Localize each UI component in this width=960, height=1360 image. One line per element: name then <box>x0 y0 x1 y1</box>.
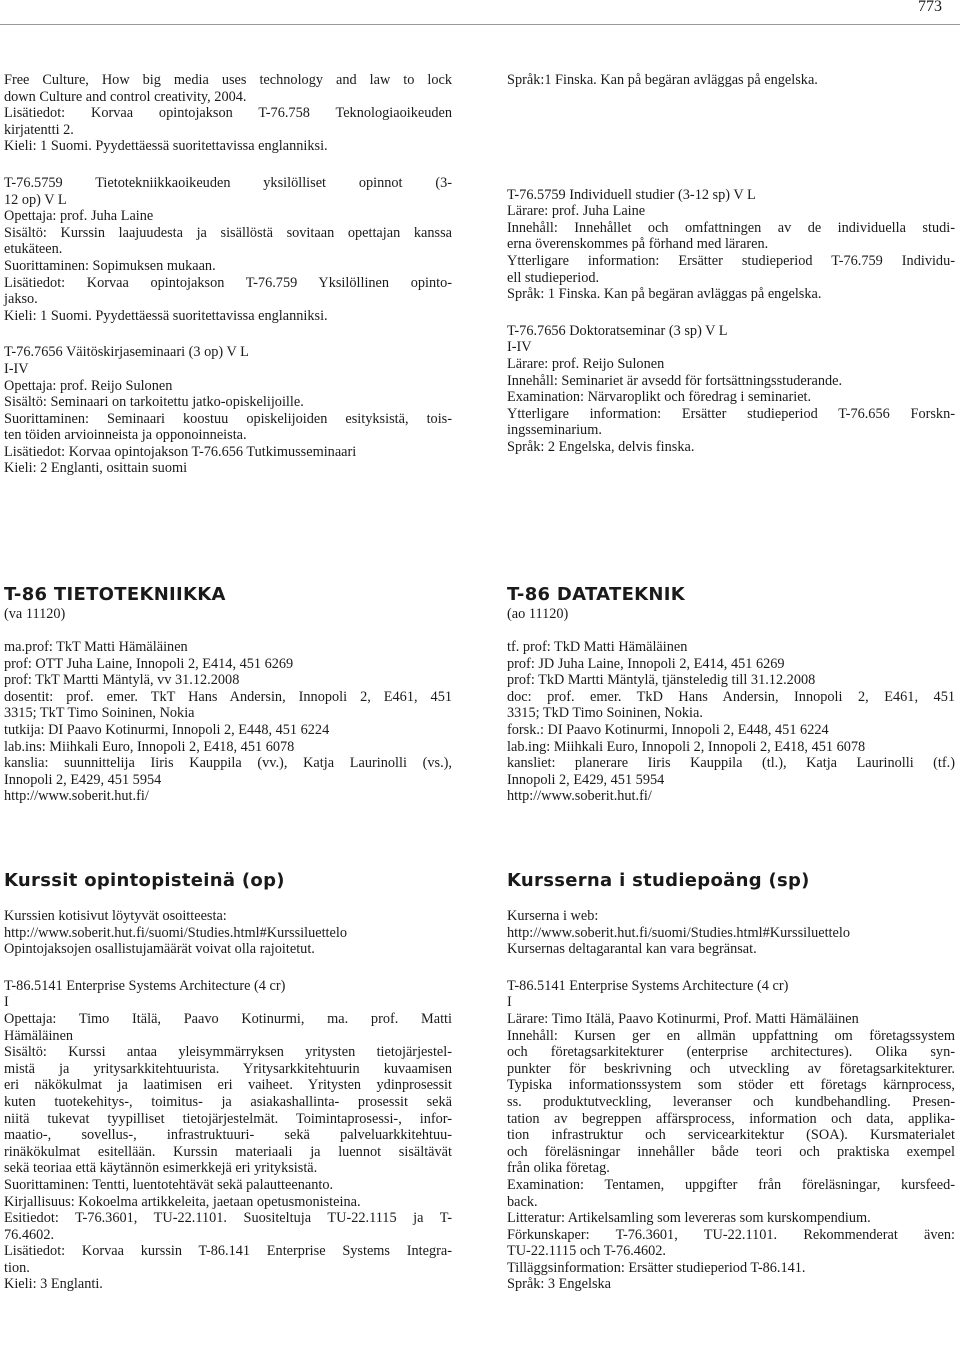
text-line: http://www.soberit.hut.fi/suomi/Studies.html#Kurssiluettelo <box>4 924 347 941</box>
course-t86-5141-sv <box>507 978 955 1293</box>
text-line: http://www.soberit.hut.fi/ <box>507 788 652 805</box>
text-line: I-IV <box>507 339 532 356</box>
page-number: 773 <box>918 0 942 15</box>
text-line: ten töiden arvioinneista ja opponoinneista. <box>4 427 247 444</box>
department-heading-sv: T-86 DATATEKNIK <box>507 584 686 605</box>
text-line: maatio-, sovellus-, infrastruktuuri- sekä palveluarkkitehtuu- <box>4 1127 452 1144</box>
text-line: Opettaja: prof. Reijo Sulonen <box>4 377 173 394</box>
text-line: Kirjallisuus: Kokoelma artikkeleita, jaetaan opetusmonisteina. <box>4 1193 361 1210</box>
text-line: Språk: 2 Engelska, delvis finska. <box>507 438 695 455</box>
text-line: back. <box>507 1193 538 1210</box>
text-line: Lisätiedot: Korvaa opintojakson T-76.758 Teknologiaoikeuden <box>4 105 452 122</box>
text-line: Kieli: 3 Englanti. <box>4 1276 103 1293</box>
course-t76-7656-sv <box>507 323 955 456</box>
text-line: http://www.soberit.hut.fi/suomi/Studies.html#Kurssiluettelo <box>507 924 850 941</box>
text-line: Lisätiedot: Korvaa opintojakson T-76.656 Tutkimusseminaari <box>4 443 357 460</box>
courses-heading-fi: Kurssit opintopisteinä (op) <box>4 870 285 891</box>
department-code-fi: (va 11120) <box>4 606 66 622</box>
text-line: http://www.soberit.hut.fi/ <box>4 788 149 805</box>
course-t76-7656-fi <box>4 344 452 477</box>
text-line: prof: JD Juha Laine, Innopoli 2, E414, 451 6269 <box>507 655 785 672</box>
text-line: Ytterligare information: Ersätter studieperiod T-76.656 Forskn- <box>507 405 955 422</box>
text-line: Tilläggsinformation: Ersätter studieperiod T-86.141. <box>507 1259 806 1276</box>
text-line: kirjatentti 2. <box>4 121 74 138</box>
text-line: Esitiedot: T-76.3601, TU-22.1101. Suositeltuja TU-22.1115 ja T- <box>4 1210 452 1227</box>
text-line: Suorittaminen: Sopimuksen mukaan. <box>4 257 216 274</box>
text-line: prof: TkD Martti Mäntylä, tjänsteledig till 31.12.2008 <box>507 672 816 689</box>
text-line: 76.4602. <box>4 1226 55 1243</box>
courses-heading-sv: Kursserna i studiepoäng (sp) <box>507 870 810 891</box>
text-line: T-76.5759 Tietotekniikkaoikeuden yksilölliset opinnot (3- <box>4 174 452 191</box>
text-line: Ytterligare information: Ersätter studieperiod T-76.759 Individu- <box>507 252 955 269</box>
text-line: tf. prof: TkD Matti Hämäläinen <box>507 639 688 655</box>
text-line: prof: TkT Martti Mäntylä, vv 31.12.2008 <box>4 672 240 689</box>
right-top-column <box>507 72 955 456</box>
literature-continuation <box>4 72 452 155</box>
text-line: jakso. <box>4 291 38 308</box>
text-line: och företagsarkitekturer (enterprise architectures). Olika syn- <box>507 1044 955 1061</box>
text-line: I-IV <box>4 360 29 377</box>
text-line: etukäteen. <box>4 241 63 258</box>
text-line: Opintojaksojen osallistujamäärät voivat olla rajoitetut. <box>4 941 315 958</box>
courses-intro-fi <box>4 908 452 958</box>
text-line: Kieli: 1 Suomi. Pyydettäessä suoritettavissa englanniksi. <box>4 138 328 155</box>
text-line: TU-22.1115 och T-76.4602. <box>507 1243 666 1260</box>
text-line: Suorittaminen: Tentti, luentotehtävät sekä palautteenanto. <box>4 1176 334 1193</box>
text-line: Innopoli 2, E429, 451 5954 <box>507 771 665 788</box>
text-line: Språk: 3 Engelska <box>507 1276 612 1293</box>
text-line: Sisältö: Kurssi antaa yleisymmärryksen yritysten tietojärjestel- <box>4 1044 452 1061</box>
course-t76-5759-sv <box>507 187 955 303</box>
text-line: tion infrastruktur och servicearkitektur (SOA). Kursmaterialet <box>507 1127 955 1144</box>
left-top-column <box>4 72 452 477</box>
left-courses <box>4 870 452 1293</box>
text-line: punkter för beskrivning och utveckling av företagsarkitekturer. <box>507 1060 955 1077</box>
text-line: ingsseminarium. <box>507 422 602 439</box>
department-code-sv: (ao 11120) <box>507 606 569 622</box>
text-line: rinäkökulmat esitellään. Kurssin materiaali ja luennot sisältävät <box>4 1143 452 1160</box>
text-line: Innopoli 2, E429, 451 5954 <box>4 771 162 788</box>
text-line: Lärare: Timo Itälä, Paavo Kotinurmi, Prof. Matti Hämäläinen <box>507 1010 859 1027</box>
text-line: Förkunskaper: T-76.3601, TU-22.1101. Rekommenderat även: <box>507 1226 955 1243</box>
right-department <box>507 584 955 805</box>
text-line: lab.ins: Miihkali Euro, Innopoli 2, E418, 451 6078 <box>4 738 295 755</box>
department-staff-sv <box>507 639 955 805</box>
course-t76-5759-fi <box>4 175 452 324</box>
text-line: kuten tuotekehitys-, toimitus- ja asiakashallinta- prosessit sekä <box>4 1093 452 1110</box>
text-line: doc: prof. emer. TkD Hans Andersin, Innopoli 2, E461, 451 <box>507 688 955 705</box>
text-line: Suorittaminen: Seminaari koostuu opiskelijoiden esityksistä, tois- <box>4 410 452 427</box>
text-line: Free Culture, How big media uses technology and law to lock <box>4 72 452 88</box>
text-line: lab.ing: Miihkali Euro, Innopoli 2, Innopoli 2, E418, 451 6078 <box>507 738 866 755</box>
text-line: tutkija: DI Paavo Kotinurmi, Innopoli 2, E448, 451 6224 <box>4 721 330 738</box>
text-line: Kurssien kotisivut löytyvät osoitteesta: <box>4 908 227 924</box>
text-line: 3315; TkD Timo Soininen, Nokia. <box>507 705 703 722</box>
text-line: sekä teoriaa että käytännön esimerkkejä eri yrityksistä. <box>4 1160 318 1177</box>
text-line: niitä tukevat tyypilliset tietojärjestelmät. Toimintaprosessi-, infor- <box>4 1110 452 1127</box>
text-line: Opettaja: prof. Juha Laine <box>4 208 154 225</box>
text-line: kansliet: planerare Iiris Kauppila (tl.), Katja Laurinolli (tf.) <box>507 755 955 772</box>
text-line: Sisältö: Kurssin laajuudesta ja sisällöstä sovitaan opettajan kanssa <box>4 224 452 241</box>
text-line: Hämäläinen <box>4 1027 74 1044</box>
text-line: Lärare: prof. Juha Laine <box>507 203 646 220</box>
text-line: erna överenskommes på förhand med läraren. <box>507 236 769 253</box>
text-line: ss. produktutveckling, leveranser och kundbehandling. Presen- <box>507 1093 955 1110</box>
text-line: Lisätiedot: Korvaa kurssin T-86.141 Enterprise Systems Integra- <box>4 1243 452 1260</box>
text-line: I <box>507 994 512 1011</box>
text-line: 12 op) V L <box>4 191 67 208</box>
text-line: T-86.5141 Enterprise Systems Architecture (4 cr) <box>507 977 789 994</box>
text-line: Typiska informationssystem som stöder ett företags kärnprocess, <box>507 1077 955 1094</box>
text-line: Lisätiedot: Korvaa opintojakson T-76.759 Yksilöllinen opinto- <box>4 274 452 291</box>
department-staff-fi <box>4 639 452 805</box>
text-line: 3315; TkT Timo Soininen, Nokia <box>4 705 195 722</box>
text-line: Kieli: 2 Englanti, osittain suomi <box>4 460 188 477</box>
text-line: Innehåll: Kursen ger en allmän uppfattning om företagssystem <box>507 1027 955 1044</box>
text-line: I <box>4 994 9 1011</box>
text-line: T-86.5141 Enterprise Systems Architecture (4 cr) <box>4 977 286 994</box>
text-line: eri näkökulmat ja laatimisen eri vaiheet. Yritysten ydinprosessit <box>4 1077 452 1094</box>
text-line: Opettaja: Timo Itälä, Paavo Kotinurmi, ma. prof. Matti <box>4 1010 452 1027</box>
text-line: Innehåll: Seminariet är avsedd för fortsättningsstuderande. <box>507 372 843 389</box>
text-line: Examination: Tentamen, uppgifter från föreläsningar, kursfeed- <box>507 1176 955 1193</box>
language-note-sv <box>507 72 955 89</box>
text-line: tion. <box>4 1259 30 1276</box>
text-line: T-76.7656 Doktoratseminar (3 sp) V L <box>507 322 728 339</box>
text-line: från olika företag. <box>507 1160 610 1177</box>
text-line: T-76.5759 Individuell studier (3-12 sp) V L <box>507 186 756 203</box>
text-line: mistä ja yritysarkkitehtuurista. Yritysarkkitehtuurin kuvaamisen <box>4 1060 452 1077</box>
text-line: Litteratur: Artikelsamling som levereras som kurskompendium. <box>507 1210 871 1227</box>
text-line: och föreläsningar innehåller både teori och praktiska exempel <box>507 1143 955 1160</box>
department-heading-fi: T-86 TIETOTEKNIIKKA <box>4 584 226 605</box>
text-line: Kursernas deltagarantal kan vara begränsat. <box>507 941 757 958</box>
text-line: Språk:1 Finska. Kan på begäran avläggas på engelska. <box>507 72 818 88</box>
text-line: tation av begreppen affärsprocess, information och data, applika- <box>507 1110 955 1127</box>
text-line: Kieli: 1 Suomi. Pyydettäessä suoritettavissa englanniksi. <box>4 307 328 324</box>
course-t86-5141-fi <box>4 978 452 1293</box>
right-courses <box>507 870 955 1293</box>
text-line: forsk.: DI Paavo Kotinurmi, Innopoli 2, E448, 451 6224 <box>507 721 829 738</box>
text-line: Lärare: prof. Reijo Sulonen <box>507 355 665 372</box>
text-line: Kurserna i web: <box>507 908 599 924</box>
header-rule <box>0 24 960 25</box>
text-line: prof: OTT Juha Laine, Innopoli 2, E414, 451 6269 <box>4 655 294 672</box>
courses-intro-sv <box>507 908 955 958</box>
text-line: T-76.7656 Väitöskirjaseminaari (3 op) V L <box>4 344 249 361</box>
text-line: Innehåll: Innehållet och omfattningen av de individuella studi- <box>507 219 955 236</box>
text-line: Språk: 1 Finska. Kan på begäran avläggas på engelska. <box>507 286 822 303</box>
text-line: Examination: Närvaroplikt och föredrag i seminariet. <box>507 389 812 406</box>
text-line: kanslia: suunnittelija Iiris Kauppila (vv.), Katja Laurinolli (vs.), <box>4 755 452 772</box>
text-line: down Culture and control creativity, 2004. <box>4 88 247 105</box>
left-department <box>4 584 452 805</box>
text-line: ell studieperiod. <box>507 269 600 286</box>
text-line: Sisältö: Seminaari on tarkoitettu jatko-opiskelijoille. <box>4 394 304 411</box>
text-line: dosentit: prof. emer. TkT Hans Andersin, Innopoli 2, E461, 451 <box>4 688 452 705</box>
text-line: ma.prof: TkT Matti Hämäläinen <box>4 639 188 655</box>
